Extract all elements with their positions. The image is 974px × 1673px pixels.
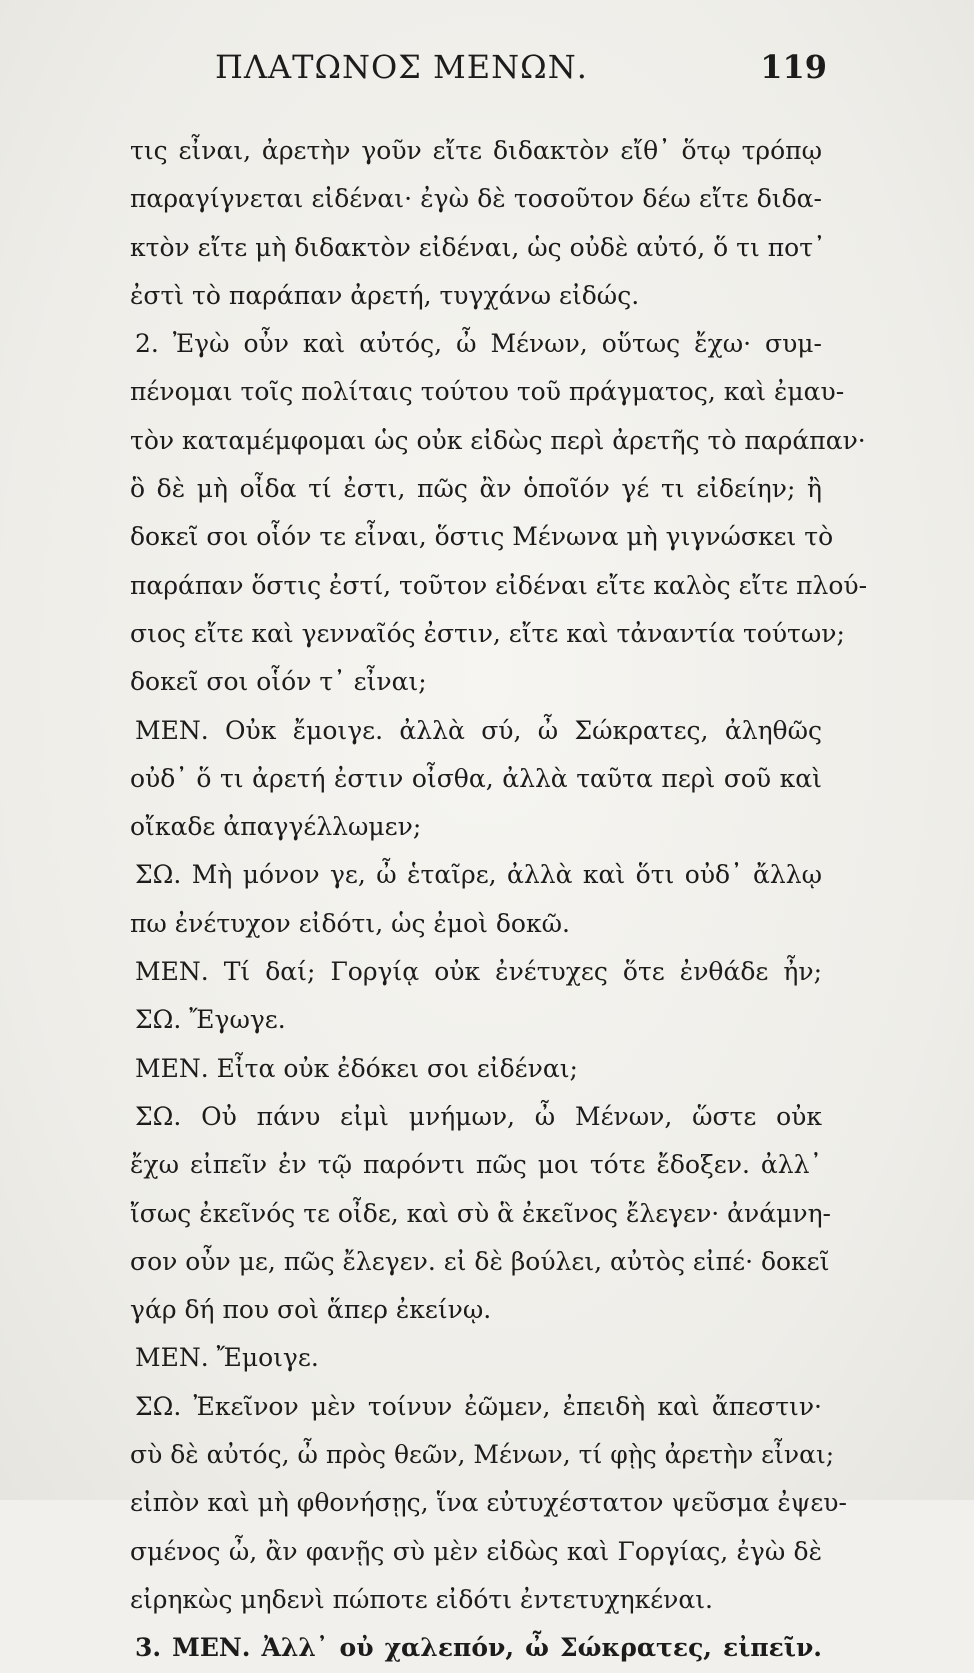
text-line: σὺ δὲ αὐτός, ὦ πρὸς θεῶν, Μένων, τί φῂς ἀρετὴν εἶναι; bbox=[130, 1440, 835, 1470]
text-line: δοκεῖ σοι οἷόν τε εἶναι, ὅστις Μένωνα μὴ γιγνώσκει τὸ bbox=[130, 522, 834, 552]
text-line: ἴσως ἐκεῖνός τε οἶδε, καὶ σὺ ἃ ἐκεῖνος ἔλεγεν· ἀνάμνη- bbox=[130, 1198, 831, 1228]
running-title: ΠΛΑΤΩΝΟΣ ΜΕΝΩΝ. bbox=[215, 48, 588, 86]
text-line: σιος εἴτε καὶ γενναῖός ἐστιν, εἴτε καὶ τἀναντία τούτων; bbox=[130, 618, 845, 648]
text-line: οἴκαδε ἀπαγγέλλωμεν; bbox=[130, 812, 422, 842]
text-line: παράπαν ὅστις ἐστί, τοῦτον εἰδέναι εἴτε καλὸς εἴτε πλού- bbox=[130, 570, 868, 600]
text-line: παραγίγνεται εἰδέναι· ἐγὼ δὲ τοσοῦτον δέω εἴτε διδα- bbox=[130, 184, 822, 214]
text-line: τις εἶναι, ἀρετὴν γοῦν εἴτε διδακτὸν εἴθ᾽ ὅτῳ τρόπῳ bbox=[130, 136, 822, 165]
text-line: δοκεῖ σοι οἷόν τ᾽ εἶναι; bbox=[130, 667, 427, 697]
text-line: γάρ δή που σοὶ ἅπερ ἐκείνῳ. bbox=[130, 1295, 492, 1325]
text-line: ΜΕΝ. Ἔμοιγε. bbox=[135, 1343, 319, 1373]
body-text bbox=[130, 127, 868, 1673]
text-line: ΣΩ. Μὴ μόνον γε, ὦ ἑταῖρε, ἀλλὰ καὶ ὅτι οὐδ᾽ ἄλλῳ bbox=[135, 860, 822, 890]
text-line: σον οὖν με, πῶς ἔλεγεν. εἰ δὲ βούλει, αὐτὸς εἰπέ· δοκεῖ bbox=[130, 1246, 830, 1276]
text-line: εἰρηκὼς μηδενὶ πώποτε εἰδότι ἐντετυχηκέναι. bbox=[130, 1584, 713, 1614]
text-line: πένομαι τοῖς πολίταις τούτου τοῦ πράγματος, καὶ ἐμαυ- bbox=[130, 377, 845, 407]
text-line: τὸν καταμέμφομαι ὡς οὐκ εἰδὼς περὶ ἀρετῆς τὸ παράπαν· bbox=[130, 425, 866, 455]
text-line: ΣΩ. Ἔγωγε. bbox=[135, 1005, 286, 1035]
text-line: πω ἐνέτυχον εἰδότι, ὡς ἐμοὶ δοκῶ. bbox=[130, 908, 570, 938]
text-line: ΜΕΝ. Οὐκ ἔμοιγε. ἀλλὰ σύ, ὦ Σώκρατες, ἀληθῶς bbox=[135, 715, 822, 745]
text-line: κτὸν εἴτε μὴ διδακτὸν εἰδέναι, ὡς οὐδὲ αὐτό, ὅ τι ποτ᾽ bbox=[130, 232, 826, 262]
text-line: ΣΩ. Ἐκεῖνον μὲν τοίνυν ἐῶμεν, ἐπειδὴ καὶ ἄπεστιν· bbox=[135, 1391, 822, 1421]
text-line: ἔχω εἰπεῖν ἐν τῷ παρόντι πῶς μοι τότε ἔδοξεν. ἀλλ᾽ bbox=[130, 1150, 822, 1180]
text-line: 3. ΜΕΝ. Ἀλλ᾽ οὐ χαλεπόν, ὦ Σώκρατες, εἰπεῖν. bbox=[135, 1633, 822, 1663]
text-line: ΣΩ. Οὐ πάνυ εἰμὶ μνήμων, ὦ Μένων, ὥστε οὐκ bbox=[135, 1101, 822, 1131]
text-line: οὐδ᾽ ὅ τι ἀρετή ἐστιν οἶσθα, ἀλλὰ ταῦτα περὶ σοῦ καὶ bbox=[130, 763, 822, 793]
text-line: σμένος ὦ, ἂν φανῇς σὺ μὲν εἰδὼς καὶ Γοργίας, ἐγὼ δὲ bbox=[130, 1536, 822, 1566]
page-header bbox=[215, 48, 827, 98]
text-line: ΜΕΝ. Εἶτα οὐκ ἐδόκει σοι εἰδέναι; bbox=[135, 1053, 578, 1083]
text-line: ἐστὶ τὸ παράπαν ἀρετή, τυγχάνω εἰδώς. bbox=[130, 280, 640, 310]
text-line: ΜΕΝ. Τί δαί; Γοργίᾳ οὐκ ἐνέτυχες ὅτε ἐνθάδε ἦν; bbox=[135, 957, 822, 987]
page-number: 119 bbox=[760, 48, 827, 86]
text-line: 2. Ἐγὼ οὖν καὶ αὐτός, ὦ Μένων, οὕτως ἔχω· συμ- bbox=[135, 329, 822, 359]
text-line: εἰπὸν καὶ μὴ φθονήσῃς, ἵνα εὐτυχέστατον ψεῦσμα ἐψευ- bbox=[130, 1488, 847, 1518]
text-line: ὃ δὲ μὴ οἶδα τί ἐστι, πῶς ἂν ὁποῖόν γέ τι εἰδείην; ἢ bbox=[130, 474, 822, 504]
